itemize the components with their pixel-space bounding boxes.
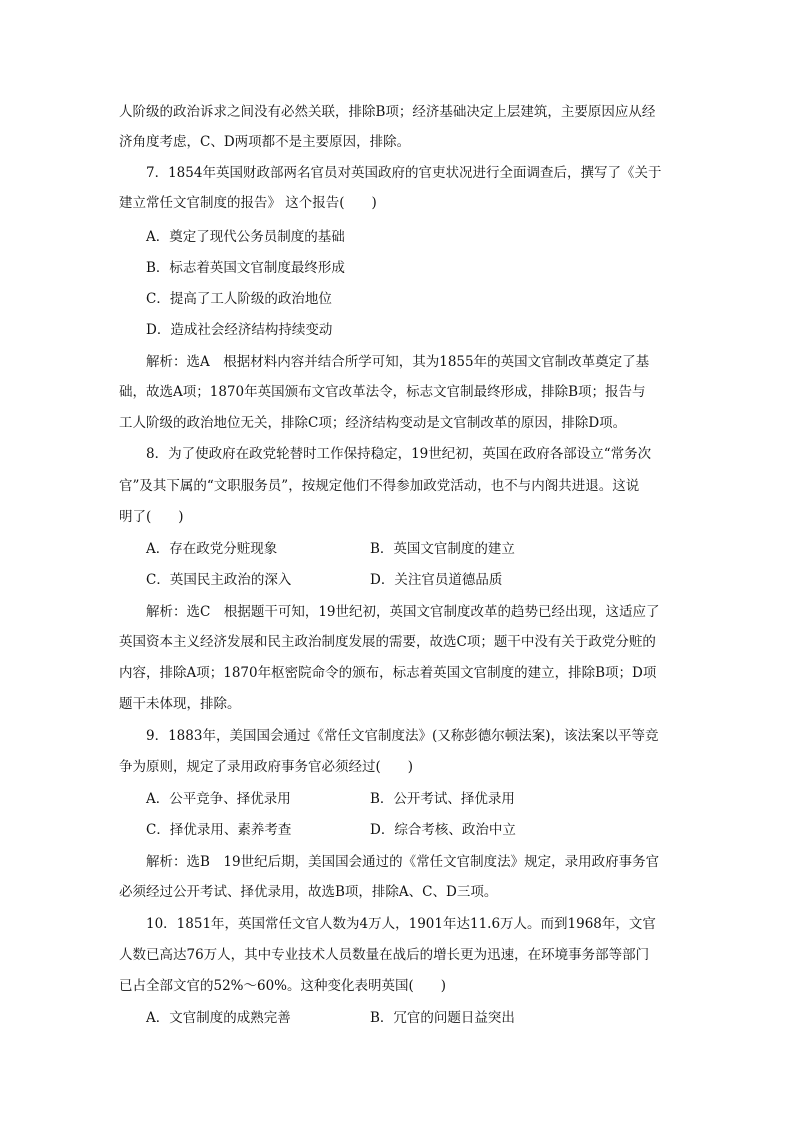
question-8-analysis: 英国资本主义经济发展和民主政治制度发展的需要，故选C项；题干中没有关于政党分赃的 (119, 634, 656, 650)
question-9-analysis: 必须经过公开考试、择优录用，故选B项，排除A、C、D三项。 (119, 884, 498, 900)
question-8-stem: 8．为了使政府在政党轮替时工作保持稳定，19世纪初，英国在政府各部设立“常务次 (146, 446, 652, 462)
question-9-stem: 争为原则，规定了录用政府事务官必须经过( ) (119, 759, 414, 775)
question-8-analysis: 解析：选C 根据题干可知，19世纪初，英国文官制度改革的趋势已经出现，这适应了 (146, 604, 660, 620)
question-7-analysis: 解析：选A 根据材料内容并结合所学可知，其为1855年的英国文官制改革奠定了基 (146, 354, 650, 370)
question-8-option-a: A．存在政党分赃现象 (146, 541, 278, 557)
question-7-option-b: B．标志着英国文官制度最终形成 (146, 260, 345, 276)
question-8-option-d: D．关注官员道德品质 (370, 572, 503, 588)
question-9-option-d: D．综合考核、政治中立 (370, 822, 516, 838)
question-10-option-a: A．文官制度的成熟完善 (146, 1010, 291, 1026)
text-line: 济角度考虑，C、D两项都不是主要原因，排除。 (119, 134, 411, 150)
question-9-option-c: C．择优录用、素养考查 (146, 822, 292, 838)
question-10-stem: 10．1851年，英国常任文官人数为4万人，1901年达11.6万人。而到1968年，文官 (146, 916, 656, 932)
question-8-stem: 官”及其下属的“文职服务员”，按规定他们不得参加政党活动，也不与内阁共进退。这说 (119, 478, 640, 494)
question-10-stem: 人数已高达76万人，其中专业技术人员数量在战后的增长更为迅速，在环境事务部等部门 (119, 947, 650, 963)
question-7-option-d: D．造成社会经济结构持续变动 (146, 322, 333, 338)
text-line: 人阶级的政治诉求之间没有必然关联，排除B项；经济基础决定上层建筑，主要原因应从经 (119, 104, 656, 120)
question-9-stem: 9．1883年，美国国会通过《常任文官制度法》(又称彭德尔顿法案)，该法案以平等竞 (146, 728, 659, 744)
question-8-analysis: 内容，排除A项；1870年枢密院命令的颁布，标志着英国文官制度的建立，排除B项；D项 (119, 665, 657, 681)
question-8-option-b: B．英国文官制度的建立 (370, 541, 515, 557)
question-7-stem: 建立常任文官制度的报告》 这个报告( ) (119, 195, 377, 211)
question-7-analysis: 础，故选A项；1870年英国颁布文官改革法令，标志文官制最终形成，排除B项；报告与 (119, 384, 646, 400)
question-7-option-a: A．奠定了现代公务员制度的基础 (146, 229, 345, 245)
question-10-stem: 已占全部文官的52%～60%。这种变化表明英国( ) (119, 978, 447, 994)
question-8-analysis: 题干未体现，排除。 (119, 696, 241, 712)
question-9-option-a: A．公平竞争、择优录用 (146, 791, 291, 807)
question-10-option-b: B．冗官的问题日益突出 (370, 1010, 515, 1026)
question-8-option-c: C．英国民主政治的深入 (146, 572, 292, 588)
question-7-analysis: 工人阶级的政治地位无关，排除C项；经济结构变动是文官制改革的原因，排除D项。 (119, 415, 627, 431)
question-9-option-b: B．公开考试、择优录用 (370, 791, 515, 807)
question-7-option-c: C．提高了工人阶级的政治地位 (146, 291, 332, 307)
question-7-stem: 7．1854年英国财政部两名官员对英国政府的官吏状况进行全面调查后，撰写了《关于 (146, 165, 662, 181)
question-8-stem: 明了( ) (119, 509, 184, 525)
question-9-analysis: 解析：选B 19世纪后期，美国国会通过的《常任文官制度法》规定，录用政府事务官 (146, 854, 660, 870)
